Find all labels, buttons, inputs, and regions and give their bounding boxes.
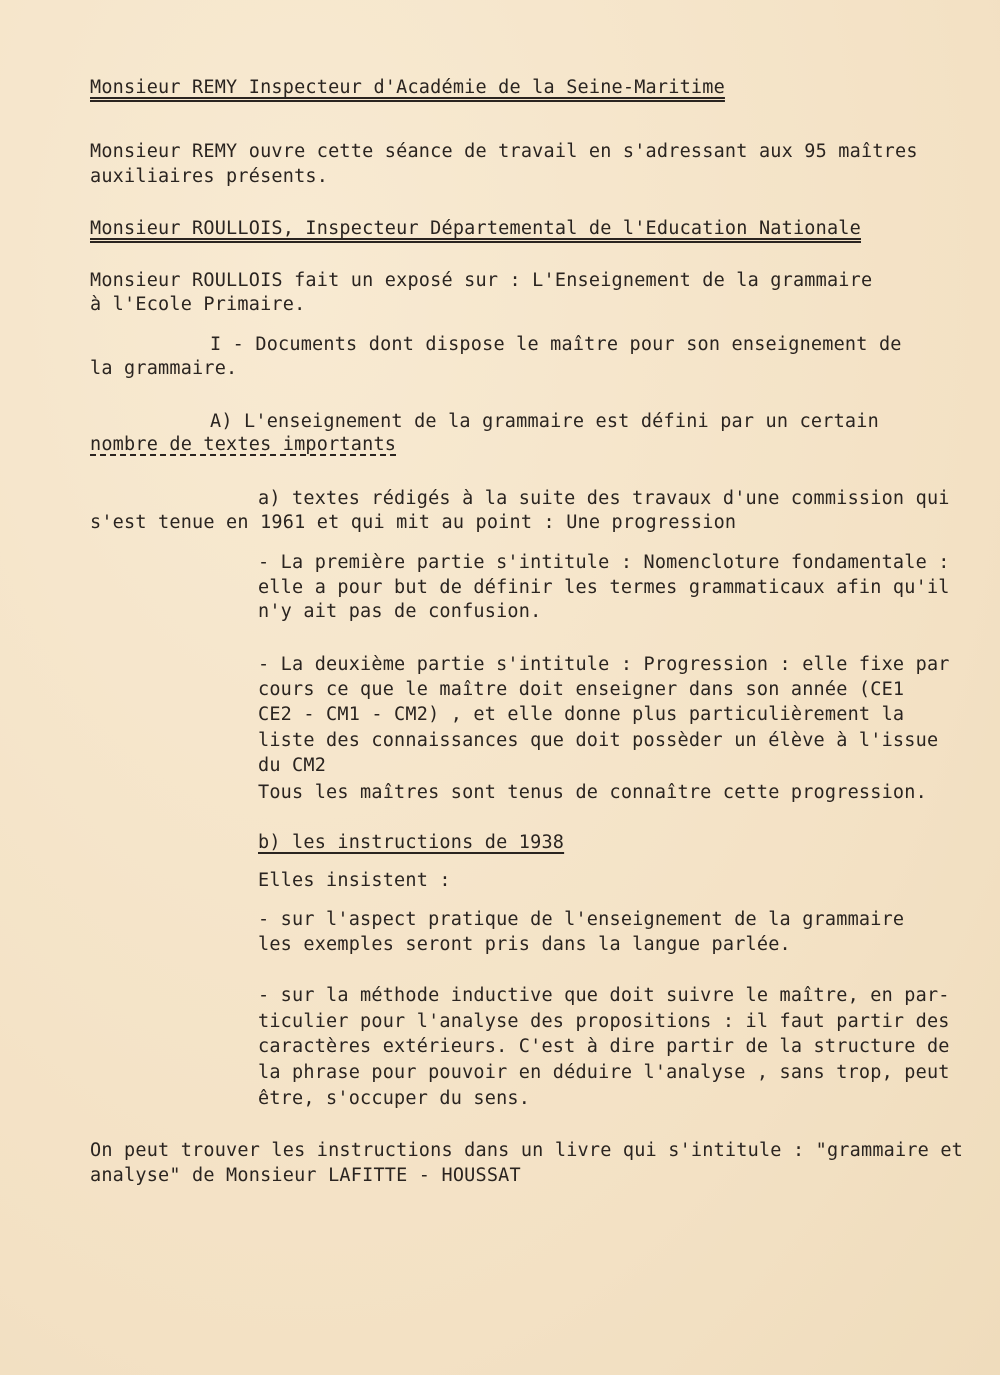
part2-line: du CM2 [258,755,327,776]
part2-line: CE2 - CM1 - CM2) , et elle donne plus particulièrement la [258,704,905,725]
part2-line: liste des connaissances que doit possèder un élève à l'issue [258,730,939,751]
section-a-line: nombre de textes importants [90,434,397,455]
part1-line: - La première partie s'intitule : Nomencloture fondamentale : [258,552,950,573]
heading-remy: Monsieur REMY Inspecteur d'Académie de la Seine-Maritime [90,77,725,98]
part1-line: elle a pour but de définir les termes grammaticaux afin qu'il [258,577,950,598]
insist2-line: ticulier pour l'analyse des propositions : il faut partir des [258,1011,950,1032]
part2-line: - La deuxième partie s'intitule : Progression : elle fixe par [258,654,950,675]
item-a-line: s'est tenue en 1961 et qui mit au point : Une progression [90,512,737,533]
part2-line: Tous les maîtres sont tenus de connaître cette progression. [258,782,927,803]
insist-heading: Elles insistent : [258,870,451,891]
insist2-line: être, s'occuper du sens. [258,1088,531,1109]
insist2-line: caractères extérieurs. C'est à dire partir de la structure de [258,1036,950,1057]
insist1-line: les exemples seront pris dans la langue parlée. [258,934,791,955]
insist2-line: la phrase pour pouvoir en déduire l'analyse , sans trop, peut [258,1062,950,1083]
part1-line: n'y ait pas de confusion. [258,601,542,622]
section-a-line: A) L'enseignement de la grammaire est défini par un certain [210,411,879,432]
item-a-line: a) textes rédigés à la suite des travaux d'une commission qui [258,488,950,509]
closing-line: analyse" de Monsieur LAFITTE - HOUSSAT [90,1165,521,1186]
closing-line: On peut trouver les instructions dans un livre qui s'intitule : "grammaire et [90,1140,964,1161]
item-b: b) les instructions de 1938 [258,832,565,853]
insist2-line: - sur la méthode inductive que doit suivre le maître, en par- [258,985,950,1006]
paragraph-line: Monsieur REMY ouvre cette séance de travail en s'adressant aux 95 maîtres [90,141,918,162]
section-i-line: la grammaire. [90,358,238,379]
insist1-line: - sur l'aspect pratique de l'enseignement de la grammaire [258,909,905,930]
section-i-line: I - Documents dont dispose le maître pour son enseignement de [210,334,902,355]
part2-line: cours ce que le maître doit enseigner dans son année (CE1 [258,679,905,700]
paragraph-line: auxiliaires présents. [90,166,329,187]
paragraph-line: Monsieur ROULLOIS fait un exposé sur : L'Enseignement de la grammaire [90,270,873,291]
heading-roullois: Monsieur ROULLOIS, Inspecteur Départemental de l'Education Nationale [90,218,861,239]
paragraph-line: à l'Ecole Primaire. [90,294,306,315]
